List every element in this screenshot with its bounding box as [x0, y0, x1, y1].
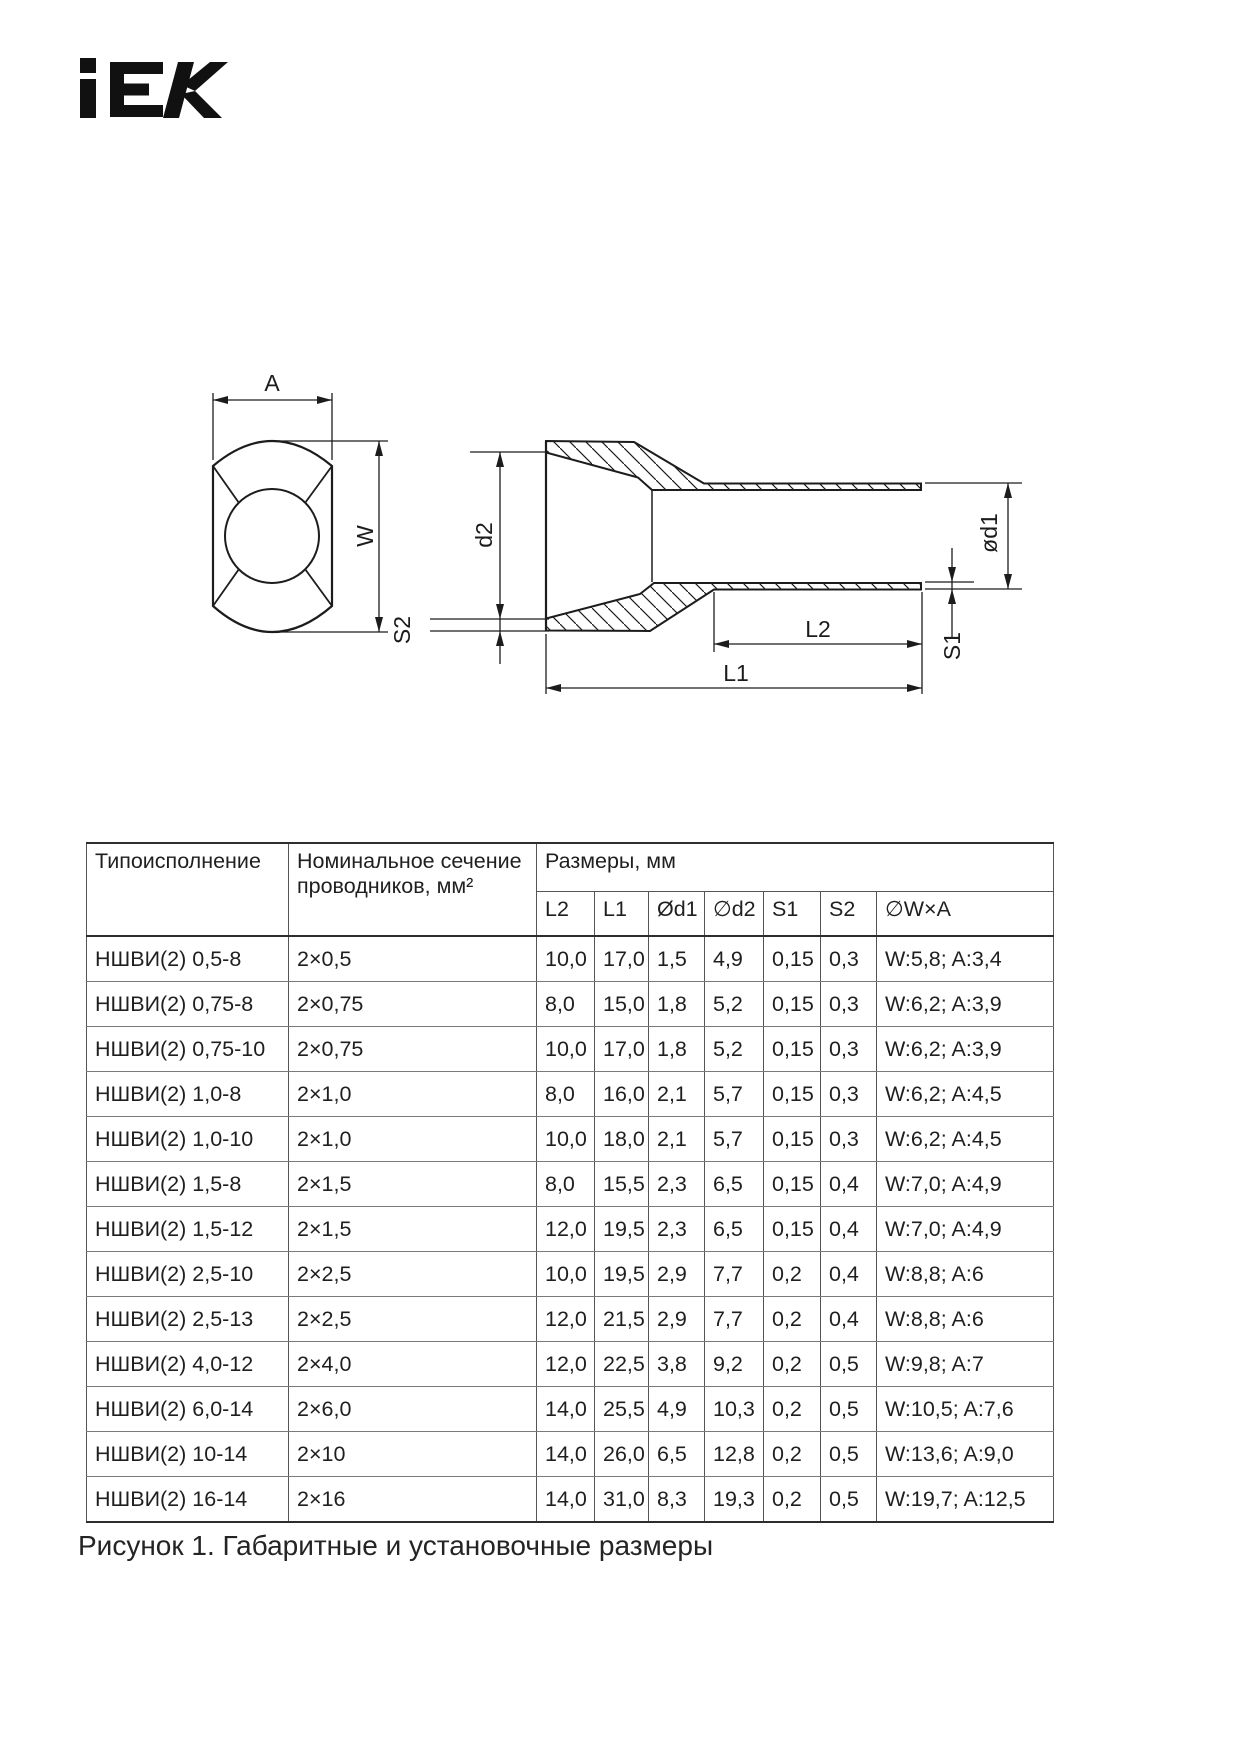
header-s1: S1	[764, 892, 821, 937]
table-cell: НШВИ(2) 16-14	[87, 1477, 289, 1523]
dim-label-s2: S2	[389, 615, 415, 645]
table-cell: 12,0	[537, 1342, 595, 1387]
table-cell: НШВИ(2) 1,0-10	[87, 1117, 289, 1162]
table-row	[87, 1477, 1054, 1523]
table-cell: 26,0	[595, 1432, 649, 1477]
table-row	[87, 1432, 1054, 1477]
table-cell: 0,2	[764, 1387, 821, 1432]
table-cell: НШВИ(2) 1,5-12	[87, 1207, 289, 1252]
table-cell: 2×1,0	[289, 1117, 537, 1162]
table-cell: 0,15	[764, 1072, 821, 1117]
table-cell: 0,15	[764, 1207, 821, 1252]
table-cell: 0,4	[821, 1297, 877, 1342]
table-cell: 2×10	[289, 1432, 537, 1477]
table-cell: НШВИ(2) 10-14	[87, 1432, 289, 1477]
table-cell: 0,15	[764, 982, 821, 1027]
table-cell: НШВИ(2) 4,0-12	[87, 1342, 289, 1387]
table-cell: 7,7	[705, 1297, 764, 1342]
table-cell: 6,5	[705, 1162, 764, 1207]
dim-label-s1: S1	[939, 631, 965, 661]
table-cell: 1,8	[649, 982, 705, 1027]
left-view-dimensions	[213, 393, 388, 632]
table-cell: 10,3	[705, 1387, 764, 1432]
table-cell: 12,8	[705, 1432, 764, 1477]
table-row	[87, 1117, 1054, 1162]
table-cell: 0,3	[821, 1072, 877, 1117]
table-cell: 0,4	[821, 1162, 877, 1207]
table-cell: НШВИ(2) 1,0-8	[87, 1072, 289, 1117]
table-cell: 15,0	[595, 982, 649, 1027]
technical-drawing	[0, 330, 1242, 730]
table-cell: НШВИ(2) 0,5-8	[87, 936, 289, 982]
table-cell: W:7,0; A:4,9	[877, 1162, 1054, 1207]
header-od1: Ød1	[649, 892, 705, 937]
table-cell: 0,15	[764, 1162, 821, 1207]
table-cell: 12,0	[537, 1297, 595, 1342]
table-cell: 12,0	[537, 1207, 595, 1252]
table-cell: 17,0	[595, 936, 649, 982]
table-cell: 7,7	[705, 1252, 764, 1297]
table-cell: 2,1	[649, 1117, 705, 1162]
table-cell: W:5,8; A:3,4	[877, 936, 1054, 982]
dim-label-l2: L2	[805, 616, 831, 642]
iek-logo-glyphs	[80, 58, 228, 118]
table-cell: 10,0	[537, 1027, 595, 1072]
table-cell: W:6,2; A:4,5	[877, 1072, 1054, 1117]
table-cell: 2×4,0	[289, 1342, 537, 1387]
table-cell: 9,2	[705, 1342, 764, 1387]
table-row	[87, 936, 1054, 982]
table-cell: 2,3	[649, 1162, 705, 1207]
table-cell: 1,5	[649, 936, 705, 982]
table-cell: 21,5	[595, 1297, 649, 1342]
header-od2: ∅d2	[705, 892, 764, 937]
header-l1: L1	[595, 892, 649, 937]
dim-label-d2: d2	[471, 522, 497, 548]
table-cell: 0,5	[821, 1432, 877, 1477]
table-cell: 16,0	[595, 1072, 649, 1117]
table-cell: 0,15	[764, 1027, 821, 1072]
table-cell: НШВИ(2) 2,5-13	[87, 1297, 289, 1342]
header-l2: L2	[537, 892, 595, 937]
table-cell: W:6,2; A:3,9	[877, 1027, 1054, 1072]
table-cell: 2,3	[649, 1207, 705, 1252]
table-header	[87, 843, 1054, 936]
table-cell: W:6,2; A:4,5	[877, 1117, 1054, 1162]
table-cell: 19,3	[705, 1477, 764, 1523]
table-cell: 5,2	[705, 1027, 764, 1072]
table-cell: 8,3	[649, 1477, 705, 1523]
table-cell: НШВИ(2) 6,0-14	[87, 1387, 289, 1432]
table-cell: НШВИ(2) 0,75-10	[87, 1027, 289, 1072]
table-cell: W:19,7; A:12,5	[877, 1477, 1054, 1523]
table-cell: 22,5	[595, 1342, 649, 1387]
table-cell: W:7,0; A:4,9	[877, 1207, 1054, 1252]
table-cell: 6,5	[705, 1207, 764, 1252]
table-row	[87, 1252, 1054, 1297]
table-row	[87, 1387, 1054, 1432]
table-cell: 4,9	[649, 1387, 705, 1432]
table-cell: W:8,8; A:6	[877, 1252, 1054, 1297]
table-cell: 8,0	[537, 982, 595, 1027]
header-section: Номинальное сечение проводников, мм²	[289, 843, 537, 936]
table-cell: 2×2,5	[289, 1297, 537, 1342]
table-row	[87, 1297, 1054, 1342]
table-cell: 5,7	[705, 1117, 764, 1162]
table-cell: 19,5	[595, 1207, 649, 1252]
table-cell: 0,4	[821, 1252, 877, 1297]
table-row	[87, 1342, 1054, 1387]
dim-label-w: W	[352, 525, 378, 547]
table-cell: 2×6,0	[289, 1387, 537, 1432]
table-cell: W:8,8; A:6	[877, 1297, 1054, 1342]
table-cell: 14,0	[537, 1477, 595, 1523]
table-row	[87, 982, 1054, 1027]
header-type: Типоисполнение	[87, 843, 289, 936]
table-cell: 10,0	[537, 1117, 595, 1162]
table-row	[87, 1162, 1054, 1207]
table-cell: W:9,8; A:7	[877, 1342, 1054, 1387]
table-cell: 0,3	[821, 1027, 877, 1072]
table-cell: W:10,5; A:7,6	[877, 1387, 1054, 1432]
table-cell: 5,2	[705, 982, 764, 1027]
table-cell: 8,0	[537, 1162, 595, 1207]
table-cell: 8,0	[537, 1072, 595, 1117]
table-cell: 2×0,75	[289, 1027, 537, 1072]
table-cell: 2×2,5	[289, 1252, 537, 1297]
table-cell: 2,9	[649, 1297, 705, 1342]
table-cell: 2×0,75	[289, 982, 537, 1027]
table-cell: W:13,6; A:9,0	[877, 1432, 1054, 1477]
table-cell: 5,7	[705, 1072, 764, 1117]
table-cell: 4,9	[705, 936, 764, 982]
table-cell: 6,5	[649, 1432, 705, 1477]
table-cell: 2,9	[649, 1252, 705, 1297]
table-cell: 2×1,5	[289, 1207, 537, 1252]
table-cell: 1,8	[649, 1027, 705, 1072]
table-cell: 0,3	[821, 936, 877, 982]
table-row	[87, 1027, 1054, 1072]
table-row	[87, 1207, 1054, 1252]
table-cell: 0,2	[764, 1297, 821, 1342]
table-cell: НШВИ(2) 1,5-8	[87, 1162, 289, 1207]
table-cell: 0,5	[821, 1387, 877, 1432]
dimensions-table	[86, 842, 1054, 1523]
table-cell: 18,0	[595, 1117, 649, 1162]
table-cell: 2×0,5	[289, 936, 537, 982]
iek-logo	[78, 57, 230, 119]
table-cell: 14,0	[537, 1432, 595, 1477]
side-view-body	[546, 441, 921, 631]
table-cell: 0,5	[821, 1477, 877, 1523]
table-cell: 14,0	[537, 1387, 595, 1432]
table-cell: 25,5	[595, 1387, 649, 1432]
table-cell: 0,2	[764, 1342, 821, 1387]
table-cell: 2×1,5	[289, 1162, 537, 1207]
table-cell: 0,3	[821, 982, 877, 1027]
table-cell: 10,0	[537, 1252, 595, 1297]
table-cell: 0,2	[764, 1477, 821, 1523]
header-s2: S2	[821, 892, 877, 937]
table-cell: 0,3	[821, 1117, 877, 1162]
table-row	[87, 1072, 1054, 1117]
table-cell: 31,0	[595, 1477, 649, 1523]
left-view-outline	[213, 441, 332, 632]
table-cell: НШВИ(2) 2,5-10	[87, 1252, 289, 1297]
table-cell: 0,2	[764, 1432, 821, 1477]
header-wxa: ∅W×A	[877, 892, 1054, 937]
table-cell: 0,15	[764, 936, 821, 982]
table-cell: 0,5	[821, 1342, 877, 1387]
dim-label-od1: ød1	[976, 513, 1002, 553]
table-cell: 3,8	[649, 1342, 705, 1387]
table-cell: W:6,2; A:3,9	[877, 982, 1054, 1027]
table-cell: 2×1,0	[289, 1072, 537, 1117]
table-cell: 0,15	[764, 1117, 821, 1162]
table-body	[87, 936, 1054, 1522]
table-cell: 0,2	[764, 1252, 821, 1297]
figure-caption: Рисунок 1. Габаритные и установочные размеры	[78, 1530, 714, 1561]
table-cell: 2×16	[289, 1477, 537, 1523]
table-cell: 2,1	[649, 1072, 705, 1117]
table-cell: 10,0	[537, 936, 595, 982]
dim-label-l1: L1	[723, 660, 749, 686]
table-cell: 15,5	[595, 1162, 649, 1207]
table-cell: НШВИ(2) 0,75-8	[87, 982, 289, 1027]
header-dimensions: Размеры, мм	[537, 843, 1054, 892]
table-cell: 17,0	[595, 1027, 649, 1072]
table-cell: 0,4	[821, 1207, 877, 1252]
dim-label-a: A	[264, 370, 280, 396]
table-cell: 19,5	[595, 1252, 649, 1297]
